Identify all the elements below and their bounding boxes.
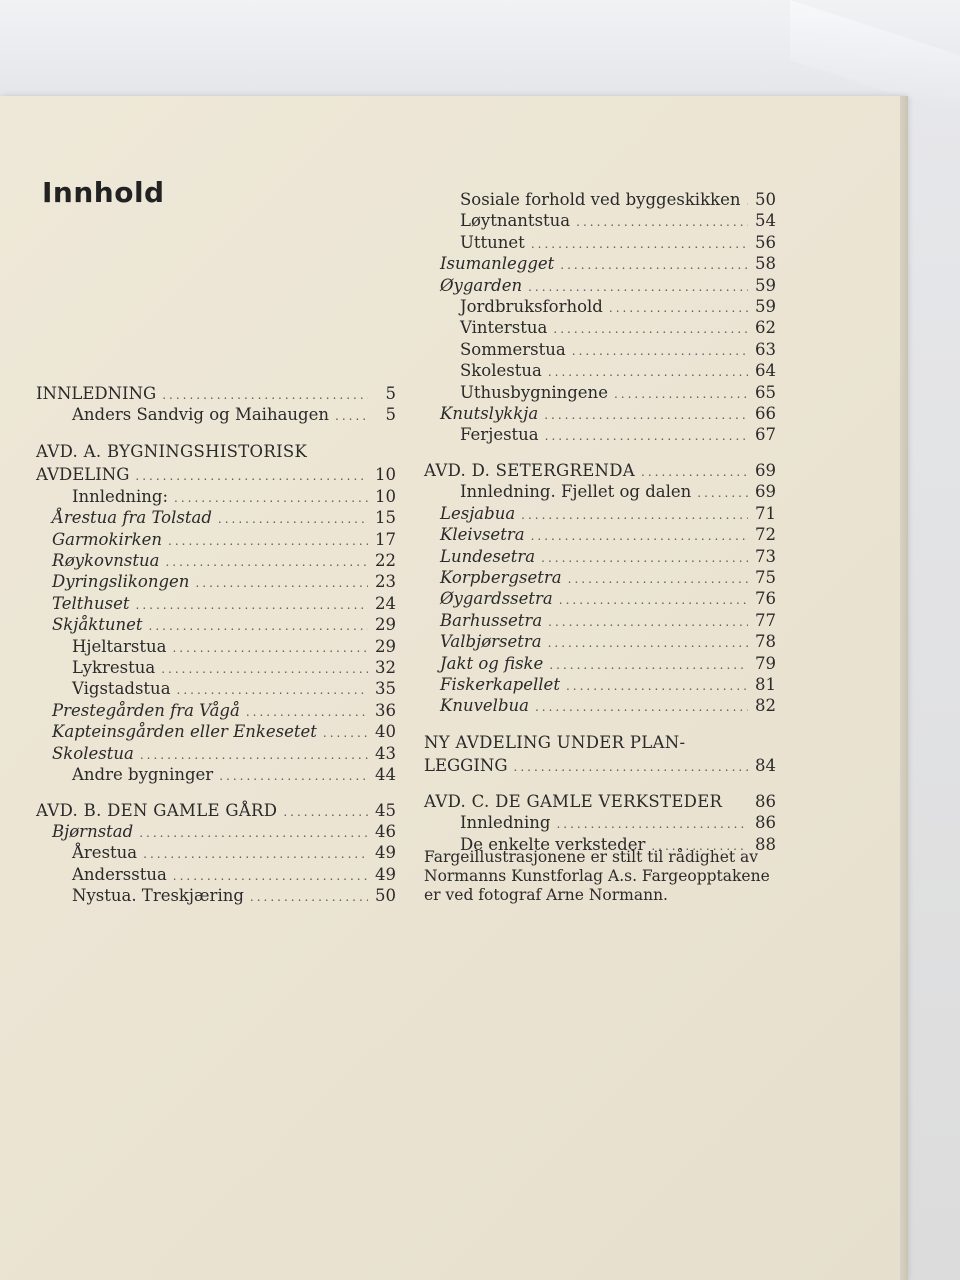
toc-entry-label: Årestua fra Tolstad [52,508,212,528]
toc-entry [36,487,396,508]
toc-leader-dots [168,532,368,551]
toc-entry-label: Skolestua [460,361,542,381]
toc-entry [424,383,776,404]
toc-leader-dots [135,465,368,487]
toc-entry [36,508,396,529]
toc-entry [36,405,396,426]
toc-entry [36,637,396,658]
toc-leader-dots [576,213,748,232]
toc-entry-page: 49 [375,843,396,863]
toc-entry-label: AVDELING [36,464,130,484]
toc-entry-page: 44 [375,765,396,785]
toc-leader-dots [335,407,368,426]
toc-leader-dots [528,278,748,297]
toc-entry-label: Innledning [460,813,551,833]
toc-entry-page: 71 [755,503,776,523]
toc-entry-label: AVD. C. DE GAMLE VERKSTEDER [424,791,723,811]
toc-leader-dots [545,427,748,446]
toc-entry [424,654,776,675]
toc-entry [424,813,776,834]
toc-entry-label: Hjeltarstua [72,636,167,656]
toc-leader-dots [149,617,368,636]
toc-entry-label: INNLEDNING [36,384,157,403]
toc-entry-label: LEGGING [424,755,508,775]
toc-entry-page: 78 [755,632,776,652]
toc-leader-dots [139,824,368,843]
toc-entry [36,679,396,700]
toc-entry-label: Valbjørsetra [440,632,542,652]
page-title: Innhold [42,176,165,209]
toc-entry-page: 46 [375,821,396,841]
toc-entry-label: De enkelte verksteder [460,834,646,854]
toc-entry-label: Jordbruksforhold [460,297,603,317]
toc-entry-page: 72 [755,525,776,545]
toc-leader-dots [173,867,368,886]
toc-leader-dots [172,639,368,658]
toc-leader-dots [218,510,368,529]
toc-entry-page: 22 [375,551,396,571]
toc-leader-dots [553,320,748,339]
toc-entry-page: 5 [385,384,396,403]
toc-entry-label: Vigstadstua [72,679,171,699]
toc-entry-label: AVD. B. DEN GAMLE GÅRD [36,800,278,820]
toc-leader-dots [143,845,368,864]
toc-entry-label: Dyringslikongen [52,572,190,592]
toc-entry-label: Kapteinsgården eller Enkesetet [52,722,317,742]
toc-leader-dots [514,756,749,778]
toc-entry-page: 17 [375,529,396,549]
toc-entry [36,594,396,615]
toc-entry-label: Jakt og fiske [440,653,544,673]
toc-entry [424,254,776,275]
toc-entry-label: Garmokirken [52,529,163,549]
toc-entry-label: Uthusbygningene [460,382,608,402]
toc-entry [36,464,396,487]
toc-entry [424,632,776,653]
toc-leader-dots [641,463,748,482]
toc-entry [36,530,396,551]
toc-leader-dots [177,681,368,700]
toc-leader-dots [559,591,748,610]
toc-leader-dots [541,549,748,568]
toc-leader-dots [544,406,748,425]
toc-entry-page: 58 [755,254,776,274]
toc-leader-dots [568,570,748,589]
toc-entry-page: 40 [375,722,396,742]
toc-leader-dots [566,677,748,696]
toc-entry [36,658,396,679]
toc-entry-page: 66 [755,404,776,424]
toc-entry-page: 59 [755,297,776,317]
toc-entry-label: Prestegården fra Vågå [52,700,240,720]
toc-entry-label: Korpbergsetra [440,567,562,587]
toc-leader-dots [165,553,368,572]
toc-entry-label: Knutslykkja [440,404,539,424]
toc-entry-page: 15 [375,508,396,528]
toc-leader-dots [283,803,368,822]
toc-entry-page: 65 [755,382,776,402]
toc-entry-page: 56 [755,232,776,252]
toc-entry-label: Sommerstua [460,339,566,359]
toc-entry-page: 69 [755,460,776,480]
toc-entry-label: Uttunet [460,232,525,252]
toc-entry [424,361,776,382]
toc-entry-label: Innledning. Fjellet og dalen [460,482,692,502]
toc-entry [424,589,776,610]
toc-leader-dots [136,596,368,615]
toc-entry [424,792,776,813]
toc-leader-dots [250,888,368,907]
toc-entry-label: Bjørnstad [52,821,134,841]
toc-entry [36,822,396,843]
toc-entry-label: Andersstua [72,864,167,884]
toc-entry [36,615,396,636]
toc-entry-page: 67 [755,425,776,445]
toc-entry-label: Lykrestua [72,658,156,678]
toc-entry [424,611,776,632]
toc-leader-dots [161,660,368,679]
toc-entry-page: 59 [755,275,776,295]
toc-entry-page: 24 [375,593,396,613]
toc-entry [424,482,776,503]
toc-entry-label: Ferjestua [460,425,539,445]
toc-entry-page: 86 [755,791,776,811]
toc-entry [36,572,396,593]
toc-leader-dots [246,703,368,722]
toc-entry-page: 23 [375,572,396,592]
toc-leader-dots [560,256,748,275]
toc-entry [424,297,776,318]
toc-entry [424,568,776,589]
toc-leader-dots [697,484,748,503]
toc-entry-label: Øygardssetra [440,589,553,609]
toc-entry-label: AVD. D. SETERGRENDA [424,460,636,480]
toc-entry-label: Lundesetra [440,546,536,566]
toc-entry-page: 75 [755,567,776,587]
toc-entry [36,722,396,743]
toc-entry-page: 54 [755,211,776,231]
toc-entry-label: Øygarden [440,275,523,295]
toc-entry-page: 81 [755,674,776,694]
toc-leader-dots [195,574,368,593]
toc-entry [424,425,776,446]
toc-entry-page: 36 [375,700,396,720]
toc-entry [36,701,396,722]
toc-entry [424,547,776,568]
toc-leader-dots [521,506,748,525]
toc-entry-label: NY AVDELING UNDER PLAN- [424,732,686,752]
toc-entry [424,276,776,297]
toc-entry-page: 73 [755,546,776,566]
toc-entry [424,696,776,717]
toc-entry-label: Kleivsetra [440,525,525,545]
toc-leader-dots [219,767,368,786]
toc-leader-dots [548,613,748,632]
toc-entry-page: 50 [375,886,396,906]
toc-entry [424,340,776,361]
toc-leader-dots [531,527,748,546]
toc-entry [424,675,776,696]
toc-entry [36,744,396,765]
toc-entry-label: Barhussetra [440,610,543,630]
toc-leader-dots [174,489,368,508]
toc-entry-label: Fiskerkapellet [440,674,560,694]
toc-leader-dots [549,656,748,675]
toc-leader-dots [548,634,748,653]
toc-left-column [36,384,396,908]
toc-entry [36,551,396,572]
toc-entry-page: 63 [755,339,776,359]
toc-entry-label: Vinterstua [460,318,548,338]
toc-leader-dots [531,235,748,254]
toc-entry-label: Sosiale forhold ved byggeskikken [460,190,741,209]
toc-entry-page: 29 [375,636,396,656]
toc-leader-dots [572,342,748,361]
toc-entry [424,461,776,482]
toc-entry-label: Andre bygninger [72,765,214,785]
toc-leader-dots [140,746,368,765]
toc-entry-page: 64 [755,361,776,381]
toc-entry [424,504,776,525]
toc-entry [424,732,776,755]
toc-entry-page: 35 [375,679,396,699]
toc-entry [36,384,396,405]
toc-entry-label: Skolestua [52,743,134,763]
toc-leader-dots [548,363,748,382]
toc-entry [36,865,396,886]
toc-entry [424,755,776,778]
toc-leader-dots [614,385,748,404]
toc-entry-page: 86 [755,813,776,833]
toc-entry-label: Telthuset [52,593,130,613]
toc-entry-page: 76 [755,589,776,609]
toc-entry-page: 69 [755,482,776,502]
toc-entry [424,190,776,211]
toc-entry-page: 43 [375,743,396,763]
credits-note: Fargeillustrasjonene er stilt til rådighet av Normanns Kunstforlag A.s. Fargeopptakene er ved fotograf Arne Normann. [424,848,770,904]
toc-entry-page: 5 [385,405,396,425]
toc-entry-page: 88 [755,834,776,854]
toc-leader-dots [162,386,368,405]
toc-entry-label: Røykovnstua [52,551,160,571]
toc-entry-page: 32 [375,658,396,678]
toc-leader-dots [556,815,748,834]
toc-entry-page: 84 [755,755,776,775]
toc-entry [36,843,396,864]
toc-entry-label: Skjåktunet [52,615,143,635]
toc-leader-dots [535,698,748,717]
toc-entry [36,886,396,907]
toc-entry-page: 45 [375,800,396,820]
toc-entry-page: 10 [375,464,396,484]
toc-leader-dots [746,192,748,211]
toc-entry [424,211,776,232]
toc-entry [424,525,776,546]
toc-entry-page: 82 [755,696,776,716]
page-edge [900,96,908,1280]
toc-entry-label: Lesjabua [440,503,516,523]
toc-entry [424,404,776,425]
toc-entry-page: 49 [375,864,396,884]
toc-leader-dots [323,724,368,743]
toc-entry-label: Isumanlegget [440,254,555,274]
toc-entry [36,441,396,464]
toc-right-column [424,190,776,856]
toc-entry [36,765,396,786]
toc-entry-page: 62 [755,318,776,338]
toc-entry-label: AVD. A. BYGNINGSHISTORISK [36,441,308,461]
toc-entry-label: Nystua. Treskjæring [72,886,244,906]
toc-entry-page: 50 [755,190,776,209]
toc-entry-label: Løytnantstua [460,211,571,231]
toc-entry [36,801,396,822]
toc-entry [424,233,776,254]
toc-entry-label: Knuvelbua [440,696,529,716]
toc-entry [424,318,776,339]
toc-entry-page: 10 [375,486,396,506]
toc-entry-page: 29 [375,615,396,635]
toc-entry-label: Innledning: [72,486,169,506]
toc-entry-page: 77 [755,610,776,630]
toc-entry-label: Anders Sandvig og Maihaugen [72,405,329,425]
toc-entry-page: 79 [755,653,776,673]
toc-entry-label: Årestua [72,843,138,863]
toc-leader-dots [609,299,748,318]
